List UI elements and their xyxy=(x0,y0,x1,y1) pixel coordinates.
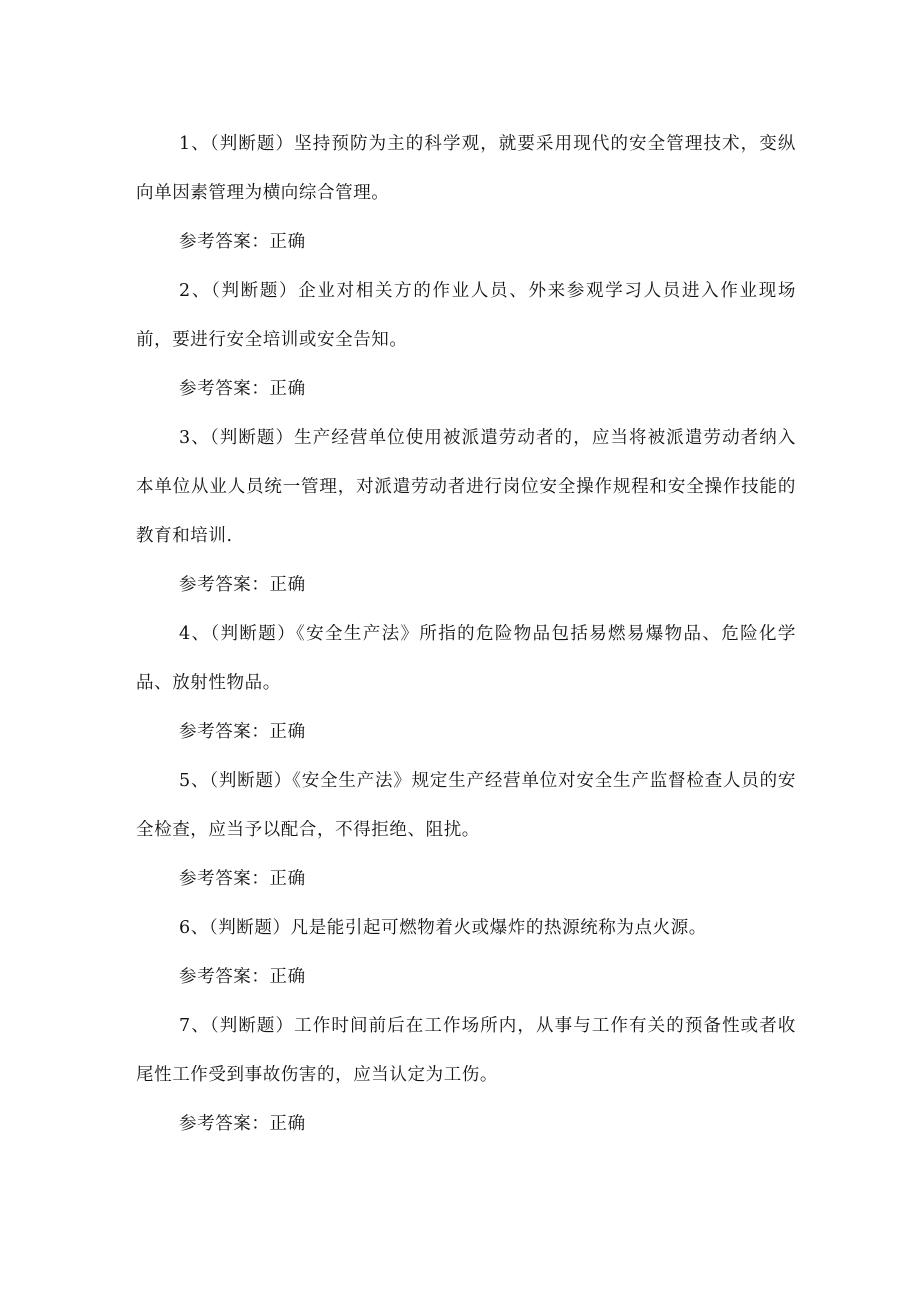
question-type: （判断题） xyxy=(209,771,293,791)
answer-line xyxy=(179,1100,796,1149)
question-text xyxy=(136,610,796,708)
question-item-2 xyxy=(136,267,796,414)
answer-value: 正确 xyxy=(269,722,306,742)
answer-value: 正确 xyxy=(269,379,306,399)
question-number: 4、 xyxy=(179,624,211,644)
question-number: 5、 xyxy=(179,771,210,791)
question-item-7 xyxy=(136,1002,796,1149)
question-item-1 xyxy=(136,120,796,267)
question-body: 工作时间前后在工作场所内，从事与工作有关的预备性或者收尾性工作受到事故伤害的，应当认定为工伤。 xyxy=(136,1016,796,1085)
answer-line xyxy=(179,365,796,414)
answer-line xyxy=(179,218,796,267)
answer-label: 参考答案： xyxy=(179,575,270,595)
answer-value: 正确 xyxy=(269,575,306,595)
question-text xyxy=(136,414,796,561)
question-type: （判断题） xyxy=(209,428,295,448)
answer-label: 参考答案： xyxy=(179,722,270,742)
question-number: 6、 xyxy=(179,918,209,938)
answer-label: 参考答案： xyxy=(179,967,270,987)
question-type: （判断题） xyxy=(210,624,296,644)
question-text xyxy=(136,120,796,218)
question-text xyxy=(136,757,796,855)
answer-line xyxy=(179,855,796,904)
question-item-6 xyxy=(136,904,796,1002)
question-body: 企业对相关方的作业人员、外来参观学习人员进入作业现场前，要进行安全培训或安全告知。 xyxy=(136,281,796,350)
answer-value: 正确 xyxy=(269,232,306,252)
question-number: 7、 xyxy=(179,1016,210,1036)
answer-line xyxy=(179,953,796,1002)
answer-value: 正确 xyxy=(269,869,306,889)
question-item-4 xyxy=(136,610,796,757)
question-type: （判断题） xyxy=(209,1016,295,1036)
question-number: 2、 xyxy=(179,281,212,301)
answer-label: 参考答案： xyxy=(179,869,270,889)
question-type: （判断题） xyxy=(209,134,295,154)
question-body: 《安全生产法》规定生产经营单位对安全生产监督检查人员的安全检查，应当予以配合，不得拒绝、阻扰。 xyxy=(136,771,797,840)
question-text xyxy=(136,267,796,365)
question-type: （判断题） xyxy=(211,281,299,301)
question-body: 生产经营单位使用被派遣劳动者的，应当将被派遣劳动者纳入本单位从业人员统一管理，对派遣劳动者进行岗位安全操作规程和安全操作技能的教育和培训. xyxy=(136,428,796,546)
answer-line xyxy=(179,561,796,610)
question-text xyxy=(136,904,796,953)
question-item-3 xyxy=(136,414,796,610)
answer-label: 参考答案： xyxy=(179,232,270,252)
answer-label: 参考答案： xyxy=(179,379,270,399)
question-number: 3、 xyxy=(179,428,210,448)
answer-value: 正确 xyxy=(269,1114,306,1134)
answer-value: 正确 xyxy=(269,967,306,987)
question-text xyxy=(136,1002,796,1100)
question-body: 凡是能引起可燃物着火或爆炸的热源统称为点火源。 xyxy=(290,918,707,938)
question-type: （判断题） xyxy=(208,918,291,938)
question-number: 1、 xyxy=(179,134,210,154)
answer-label: 参考答案： xyxy=(179,1114,270,1134)
question-body: 《安全生产法》所指的危险物品包括易燃易爆物品、危险化学品、放射性物品。 xyxy=(136,624,797,693)
question-body: 坚持预防为主的科学观，就要采用现代的安全管理技术，变纵向单因素管理为横向综合管理。 xyxy=(136,134,796,203)
answer-line xyxy=(179,708,796,757)
question-item-5 xyxy=(136,757,796,904)
question-list xyxy=(136,120,796,1149)
